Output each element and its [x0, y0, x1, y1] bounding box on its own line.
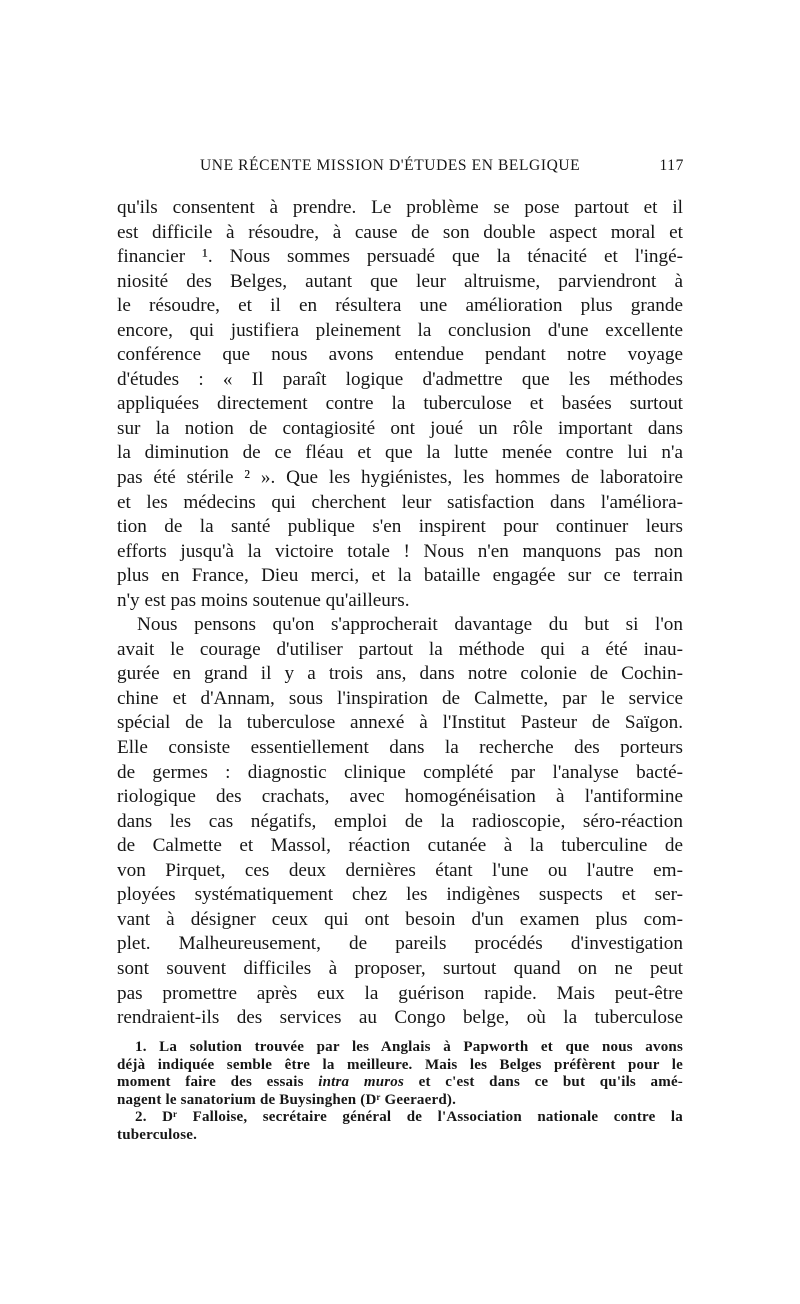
page-number: 117: [659, 157, 684, 174]
body-line: pas été stérile ² ». Que les hygiénistes, les hommes de laboratoire: [117, 467, 683, 489]
body-line: Elle consiste essentiellement dans la recherche des porteurs: [117, 737, 683, 759]
body-line: sur la notion de contagiosité ont joué un rôle important dans: [117, 417, 683, 439]
body-text: [117, 196, 683, 1031]
body-line: pas promettre après eux la guérison rapide. Mais peut-être: [117, 982, 683, 1004]
body-line: spécial de la tuberculose annexé à l'Institut Pasteur de Saïgon.: [117, 712, 683, 734]
body-line: et les médecins qui cherchent leur satisfaction dans l'améliora-: [117, 491, 683, 513]
running-title: UNE RÉCENTE MISSION D'ÉTUDES EN BELGIQUE: [200, 157, 581, 174]
body-line: von Pirquet, ces deux dernières étant l'une ou l'autre em-: [117, 859, 683, 881]
body-line: chine et d'Annam, sous l'inspiration de Calmette, par le service: [117, 687, 683, 709]
body-line: qu'ils consentent à prendre. Le problème se pose partout et il: [117, 197, 683, 218]
body-line: riologique des crachats, avec homogénéisation à l'antiformine: [117, 786, 683, 808]
body-line: gurée en grand il y a trois ans, dans notre colonie de Cochin-: [117, 663, 683, 685]
body-line: le résoudre, et il en résultera une amélioration plus grande: [117, 295, 683, 317]
body-line: de Calmette et Massol, réaction cutanée à la tuberculine de: [117, 835, 683, 857]
body-line: ployées systématiquement chez les indigènes suspects et ser-: [117, 884, 683, 906]
body-line: rendraient-ils des services au Congo belge, où la tuberculose: [117, 1007, 683, 1029]
body-line: avait le courage d'utiliser partout la méthode qui a été inau-: [117, 638, 683, 660]
body-line: plus en France, Dieu merci, et la bataille engagée sur ce terrain: [117, 565, 683, 587]
footnotes: [117, 1039, 683, 1145]
body-line: de germes : diagnostic clinique complété par l'analyse bacté-: [117, 761, 683, 783]
footnote-2-line: 2. Dʳ Falloise, secrétaire général de l'Association nationale contre la: [135, 1109, 683, 1126]
footnote-1-italic: intra muros: [318, 1074, 405, 1091]
body-line: tion de la santé publique s'en inspirent pour continuer leurs: [117, 516, 683, 538]
footnote-1-line: 1. La solution trouvée par les Anglais à Papworth et que nous avons: [135, 1039, 683, 1055]
body-line: d'études : « Il paraît logique d'admettre que les méthodes: [117, 368, 683, 390]
body-line: vant à désigner ceux qui ont besoin d'un examen plus com-: [117, 908, 683, 930]
body-line: plet. Malheureusement, de pareils procédés d'investigation: [117, 933, 683, 955]
body-line: est difficile à résoudre, à cause de son double aspect moral et: [117, 221, 683, 243]
body-line: appliquées directement contre la tuberculose et basées surtout: [117, 393, 683, 415]
body-line: sont souvent difficiles à proposer, surtout quand on ne peut: [117, 957, 683, 979]
body-line: conférence que nous avons entendue pendant notre voyage: [117, 344, 683, 366]
footnote-1-text: et c'est dans ce but qu'ils amé-: [404, 1074, 684, 1091]
footnote-1-line: nagent le sanatorium de Buysinghen (Dʳ Geeraerd).: [117, 1091, 457, 1108]
body-line-paragraph-end: n'y est pas moins soutenue qu'ailleurs.: [117, 589, 410, 611]
footnote-1-line: déjà indiquée semble être la meilleure. Mais les Belges préfèrent pour le: [117, 1056, 683, 1073]
body-line: efforts jusqu'à la victoire totale ! Nous n'en manquons pas non: [117, 540, 683, 562]
body-line: dans les cas négatifs, emploi de la radioscopie, séro-réaction: [117, 810, 683, 832]
body-line: encore, qui justifiera pleinement la conclusion d'une excellente: [117, 319, 683, 341]
body-line: la diminution de ce fléau et que la lutte menée contre lui n'a: [117, 442, 683, 464]
footnote-1-line: [117, 1074, 683, 1092]
body-line: niosité des Belges, autant que leur altruisme, parviendront à: [117, 270, 683, 292]
footnote-1-text: moment faire des essais: [117, 1074, 319, 1091]
body-line-paragraph-start: Nous pensons qu'on s'approcherait davantage du but si l'on: [137, 614, 683, 636]
body-line: financier ¹. Nous sommes persuadé que la ténacité et l'ingé-: [117, 246, 683, 268]
footnote-2-line: tuberculose.: [117, 1126, 198, 1143]
